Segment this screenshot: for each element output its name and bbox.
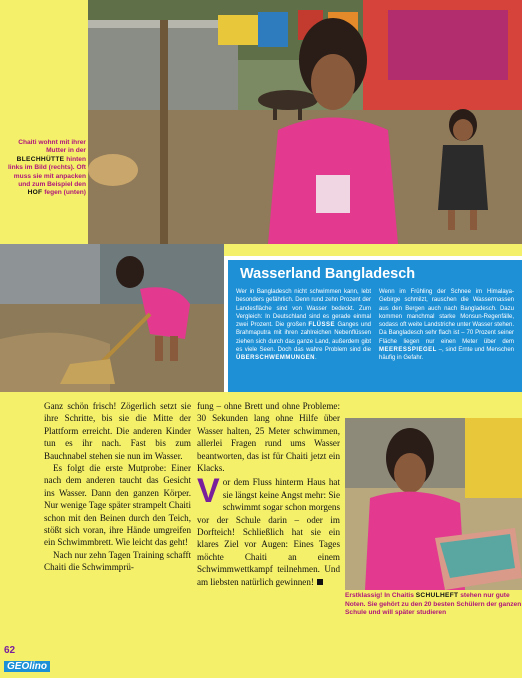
info-box-wasserland bbox=[224, 256, 522, 392]
page-footer bbox=[4, 645, 64, 674]
info-box-column-2: Wenn im Frühling der Schnee im Himalaya-Gebirge schmilzt, rauschen die Wassermassen aus den Bergen auch nach Bangladesch. Dazu kommen manchmal starke Monsun-Regenfälle, sodass oft weite Landstriche unter Wasser stehen. Da Bangladesch sehr flach ist – 70 Prozent seiner Fläche liegen nur einen Meter über dem MEERESSPIEGEL –, sind Ernte und Menschen häufig in Gefahr. bbox=[379, 289, 515, 362]
article-paragraph: Vor dem Fluss hinterm Haus hat sie längst keine Angst mehr: Sie schwimmt sogar schon morgens vor der Schule darin – oder im Dorfteich! Schließlich hat sie ein klares Ziel vor Augen: Eines Tages möchte Chaiti an einem Schwimmwettkampf teilnehmen. Und am liebsten natürlich gewinnen! bbox=[197, 472, 340, 587]
article-paragraph: fung – ohne Brett und ohne Probleme: 30 Sekunden lang ohne Hilfe über Wasser halten, 25 Meter schwimmen, allerlei Fragen rund ums Wasser beantworten, das ist für Chaiti jetzt ein Klacks. bbox=[197, 401, 340, 474]
info-box-column-1: Wer in Bangladesch nicht schwimmen kann, lebt besonders gefährlich. Denn rund zehn Prozent der Landesfläche sind von Wasser bedeckt. Zum Vergleich: In Deutschland sind es gerade einmal zwei Prozent. Die großen FLÜSSE Ganges und Brahmaputra mit ihren zahlreichen Nebenflüssen ziehen sich durch das ganze Land, außerdem gibt es viele Seen. Doch das wahre Problem sind die ÜBERSCHWEMMUNGEN. bbox=[236, 289, 372, 362]
village-photo bbox=[88, 0, 522, 244]
article-paragraph: Es folgt die erste Mutprobe: Einer nach dem anderen taucht das Gesicht ins Wasser. Dann den ganzen Körper. Nur wenige Tage später strampelt Chaiti schon mit den Beinen durch den Teich, stößt sich voran, ihre Hände umgreifen ein Schwimmbrett. Wie leicht das geht! bbox=[44, 463, 191, 548]
page-number: 62 bbox=[4, 645, 16, 656]
article-column-1 bbox=[44, 400, 191, 574]
schoolbook-photo bbox=[345, 418, 522, 590]
end-mark-icon bbox=[317, 579, 323, 585]
drop-cap: V bbox=[197, 472, 220, 511]
magazine-logo: GEOlino bbox=[4, 661, 50, 672]
article-paragraph: Ganz schön frisch! Zögerlich setzt sie ihre Schritte, bis sie die Mitte der Plattform erreicht. Die anderen Kinder tun es ihr nach. Fast bis zum Bauchnabel stehen sie nun im Wasser. bbox=[44, 401, 191, 461]
article-paragraph: Nach nur zehn Tagen Training schafft Chaiti die Schwimmprü- bbox=[44, 549, 191, 573]
article-column-2 bbox=[197, 400, 340, 588]
sweeping-photo bbox=[0, 244, 224, 392]
info-box-title: Wasserland Bangladesch bbox=[240, 266, 416, 282]
top-photo-caption: Chaiti wohnt mit ihrer Mutter in der BLECHHÜTTE hinten links im Bild (rechts). Oft muss sie mit anpacken und zum Beispiel den HOF fegen (unten) bbox=[7, 139, 86, 197]
bottom-photo-caption: Erstklassig! In Chaitis SCHULHEFT stehen nur gute Noten. Sie gehört zu den 20 besten Schülern der ganzen Schule und will später studieren bbox=[345, 592, 522, 617]
